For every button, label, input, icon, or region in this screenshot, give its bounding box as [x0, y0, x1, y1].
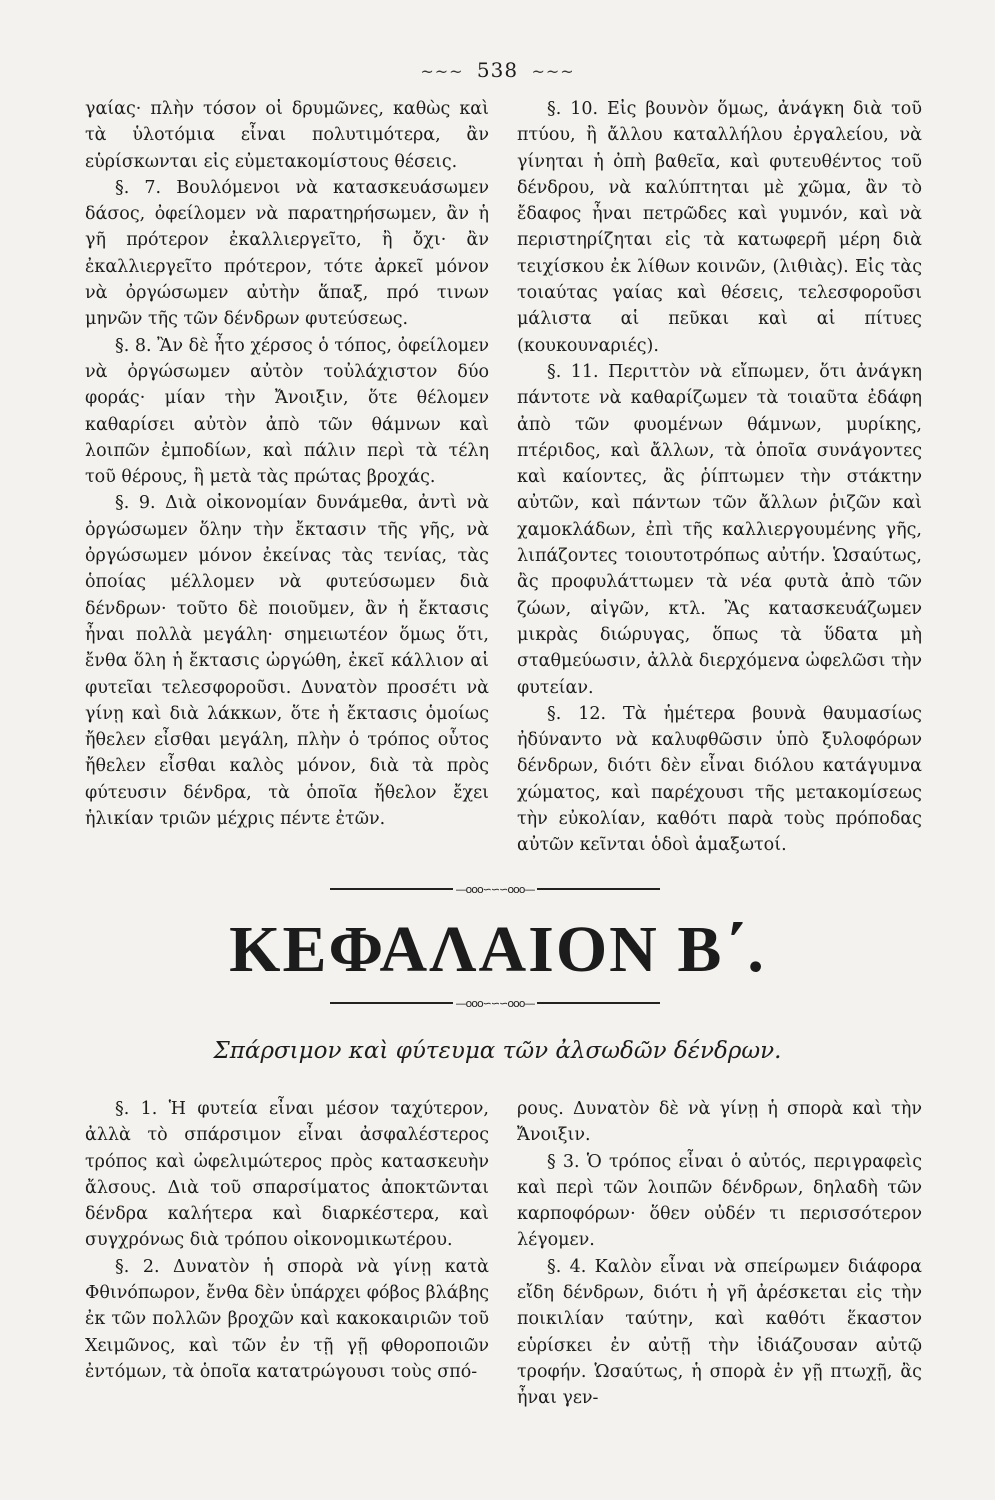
ornament-left: ~~~	[420, 62, 464, 81]
paragraph-section-7: §. 7. Βουλόμενοι νὰ κατασκευάσωμεν δάσος, ὀφείλομεν νὰ παρατηρήσωμεν, ἂν ἡ γῆ πρότερον ἐκαλλιεργεῖτο, ἢ ὄχι· ἂν ἐκαλλιεργεῖτο πρότερον, τότε ἀρκεῖ μόνον νὰ ὀργώσωμεν αὐτὴν ἅπαξ, πρό τινων μηνῶν τῆς τῶν δένδρων φυτεύσεως.	[85, 177, 489, 330]
paragraph: γαίας· πλὴν τόσον οἱ δρυμῶνες, καθὼς καὶ τὰ ὑλοτόμια εἶναι πολυτιμότερα, ἂν εὑρίσκωνται εἰς εὐμετακομίστους θέσεις.	[85, 99, 489, 172]
paragraph-section-1: §. 1. Ἡ φυτεία εἶναι μέσον ταχύτερον, ἀλλὰ τὸ σπάρσιμον εἶναι ἀσφαλέστερος τρόπος καὶ ὠφελιμώτερος πρὸς κατασκευὴν ἄλσους. Διὰ τοῦ σπαρσίματος ἀποκτῶνται δένδρα καλήτερα καὶ διαρκέστερα, καὶ συγχρόνως διὰ τρόπου οἰκονομικωτέρου.	[85, 1099, 489, 1251]
top-right-column	[517, 96, 922, 859]
rule-ornament: —ooo∽∽∽ooo—	[455, 996, 535, 1010]
paragraph-section-9: §. 9. Διὰ οἰκονομίαν δυνάμεθα, ἀντὶ νὰ ὀργώσωμεν ὅλην τὴν ἔκτασιν τῆς γῆς, νὰ ὀργώσωμεν μόνον ἐκείνας τὰς τενίας, τὰς ὁποίας μέλλομεν νὰ φυτεύσωμεν διὰ δένδρων· τοῦτο δὲ ποιοῦμεν, ἂν ἡ ἔκτασις ἦναι πολλὰ μεγάλη· σημειωτέον ὅμως ὅτι, ἔνθα ὅλη ἡ ἔκτασις ὠργώθη, ἐκεῖ κάλλιον αἱ φυτεῖαι τελεσφοροῦσι. Δυνατὸν προσέτι νὰ γίνῃ καὶ διὰ λάκκων, ὅτε ἡ ἔκτασις ὁμοίως ἤθελεν εἶσθαι μεγάλη, πλὴν ὁ τρόπος οὗτος ἤθελεν εἶσθαι καλὸς μόνον, διὰ τὰ πρὸς φύτευσιν δένδρα, τὰ ὁποῖα ἤθελον ἔχει ἡλικίαν τριῶν μέχρις πέντε ἐτῶν.	[85, 493, 489, 830]
chapter-rule-top	[330, 882, 660, 896]
rule-line	[330, 1002, 453, 1004]
paragraph-section-2: §. 2. Δυνατὸν ἡ σπορὰ νὰ γίνῃ κατὰ Φθινόπωρον, ἔνθα δὲν ὑπάρχει φόβος βλάβης ἐκ τῶν πολλῶν βροχῶν καὶ κακοκαιριῶν τοῦ Χειμῶνος, καὶ τῶν ἐν τῇ γῇ φθοροποιῶν ἐντόμων, τὰ ὁποῖα κατατρώγουσι τοὺς σπό-	[85, 1256, 489, 1382]
rule-line	[537, 888, 660, 890]
rule-line	[537, 1002, 660, 1004]
top-left-column	[85, 96, 489, 832]
paragraph-section-8: §. 8. Ἂν δὲ ἦτο χέρσος ὁ τόπος, ὀφείλομεν νὰ ὀργώσωμεν αὐτὸν τοὐλάχιστον δύο φοράς· μίαν τὴν Ἄνοιξιν, ὅτε θέλομεν καθαρίσει αὐτὸν ἀπὸ τῶν θάμνων καὶ λοιπῶν ἐμποδίων, καὶ πάλιν περὶ τὰ τέλη τοῦ θέρους, ἢ μετὰ τὰς πρώτας βροχάς.	[85, 335, 489, 488]
rule-ornament: —ooo∽∽∽ooo—	[455, 882, 535, 896]
page-header	[0, 58, 995, 82]
bottom-left-column	[85, 1096, 489, 1385]
chapter-rule-bottom	[330, 996, 660, 1010]
paragraph-section-10: §. 10. Εἰς βουνὸν ὅμως, ἀνάγκη διὰ τοῦ πτύου, ἢ ἄλλου καταλλήλου ἐργαλείου, νὰ γίνηται ἡ ὀπὴ βαθεῖα, καὶ φυτευθέντος τοῦ δένδρου, νὰ καλύπτηται μὲ χῶμα, ἂν τὸ ἔδαφος ἦναι πετρῶδες καὶ γυμνόν, καὶ νὰ περιστηρίζηται εἰς τὰ κατωφερῆ μέρη διὰ τειχίσκου ἐκ λίθων κοινῶν, (λιθιὰς). Εἰς τὰς τοιαύτας γαίας καὶ θέσεις, τελεσφοροῦσι μάλιστα αἱ πεῦκαι καὶ αἱ πίτυες (κουκουναριές).	[517, 99, 922, 356]
paragraph-section-3: § 3. Ὁ τρόπος εἶναι ὁ αὐτός, περιγραφεὶς καὶ περὶ τῶν λοιπῶν δένδρων, δηλαδὴ τῶν καρποφόρων· ὅθεν οὐδέν τι περισσότερον λέγομεν.	[517, 1151, 922, 1251]
ornament-right: ~~~	[531, 62, 575, 81]
paragraph-section-11: §. 11. Περιττὸν νὰ εἴπωμεν, ὅτι ἀνάγκη πάντοτε νὰ καθαρίζωμεν τὰ τοιαῦτα ἐδάφη ἀπὸ τῶν φυομένων θάμνων, μυρίκης, πτέριδος, καὶ ἄλλων, τὰ ὁποῖα συνάγοντες καὶ καίοντες, ἂς ῥίπτωμεν τὴν στάκτην αὐτῶν, καὶ πάντων τῶν ἄλλων ῥιζῶν καὶ χαμοκλάδων, ἐπὶ τῆς καλλιεργουμένης γῆς, λιπάζοντες τοιουτοτρόπως αὐτήν. Ὡσαύτως, ἂς προφυλάττωμεν τὰ νέα φυτὰ ἀπὸ τῶν ζώων, αἰγῶν, κτλ. Ἂς κατασκευάζωμεν μικρὰς διώρυγας, ὅπως τὰ ὕδατα μὴ σταθμεύωσιν, ἀλλὰ διερχόμενα ὠφελῶσι τὴν φυτείαν.	[517, 361, 922, 698]
paragraph-section-12: §. 12. Τὰ ἡμέτερα βουνὰ θαυμασίως ἠδύναντο νὰ καλυφθῶσιν ὑπὸ ξυλοφόρων δένδρων, διότι δὲν εἶναι διόλου κατάγυμνα χώματος, καὶ παρέχουσι τῆς μετακομίσεως τὴν εὐκολίαν, καθότι παρὰ τοὺς πρόποδας αὐτῶν κεῖνται ὁδοὶ ἁμαξωτοί.	[517, 703, 922, 856]
chapter-subtitle: Σπάρσιμον καὶ φύτευμα τῶν ἀλσωδῶν δένδρων.	[213, 1038, 782, 1064]
rule-line	[330, 888, 453, 890]
paragraph-continuation: ρους. Δυνατὸν δὲ νὰ γίνῃ ἡ σπορὰ καὶ τὴν Ἄνοιξιν.	[517, 1099, 922, 1146]
page-number: 538	[476, 58, 519, 82]
chapter-title: ΚΕΦΑΛΑΙΟΝ Β΄.	[229, 913, 766, 986]
paragraph-section-4: §. 4. Καλὸν εἶναι νὰ σπείρωμεν διάφορα εἴδη δένδρων, διότι ἡ γῆ ἀρέσκεται εἰς τὴν ποικιλίαν ταύτην, καὶ καθότι ἕκαστον εὑρίσκει ἐν αὐτῇ τὴν ἰδιάζουσαν αὐτῷ τροφήν. Ὡσαύτως, ἡ σπορὰ ἐν γῇ πτωχῇ, ἂς ἦναι γεν-	[517, 1256, 922, 1409]
bottom-right-column	[517, 1096, 922, 1412]
